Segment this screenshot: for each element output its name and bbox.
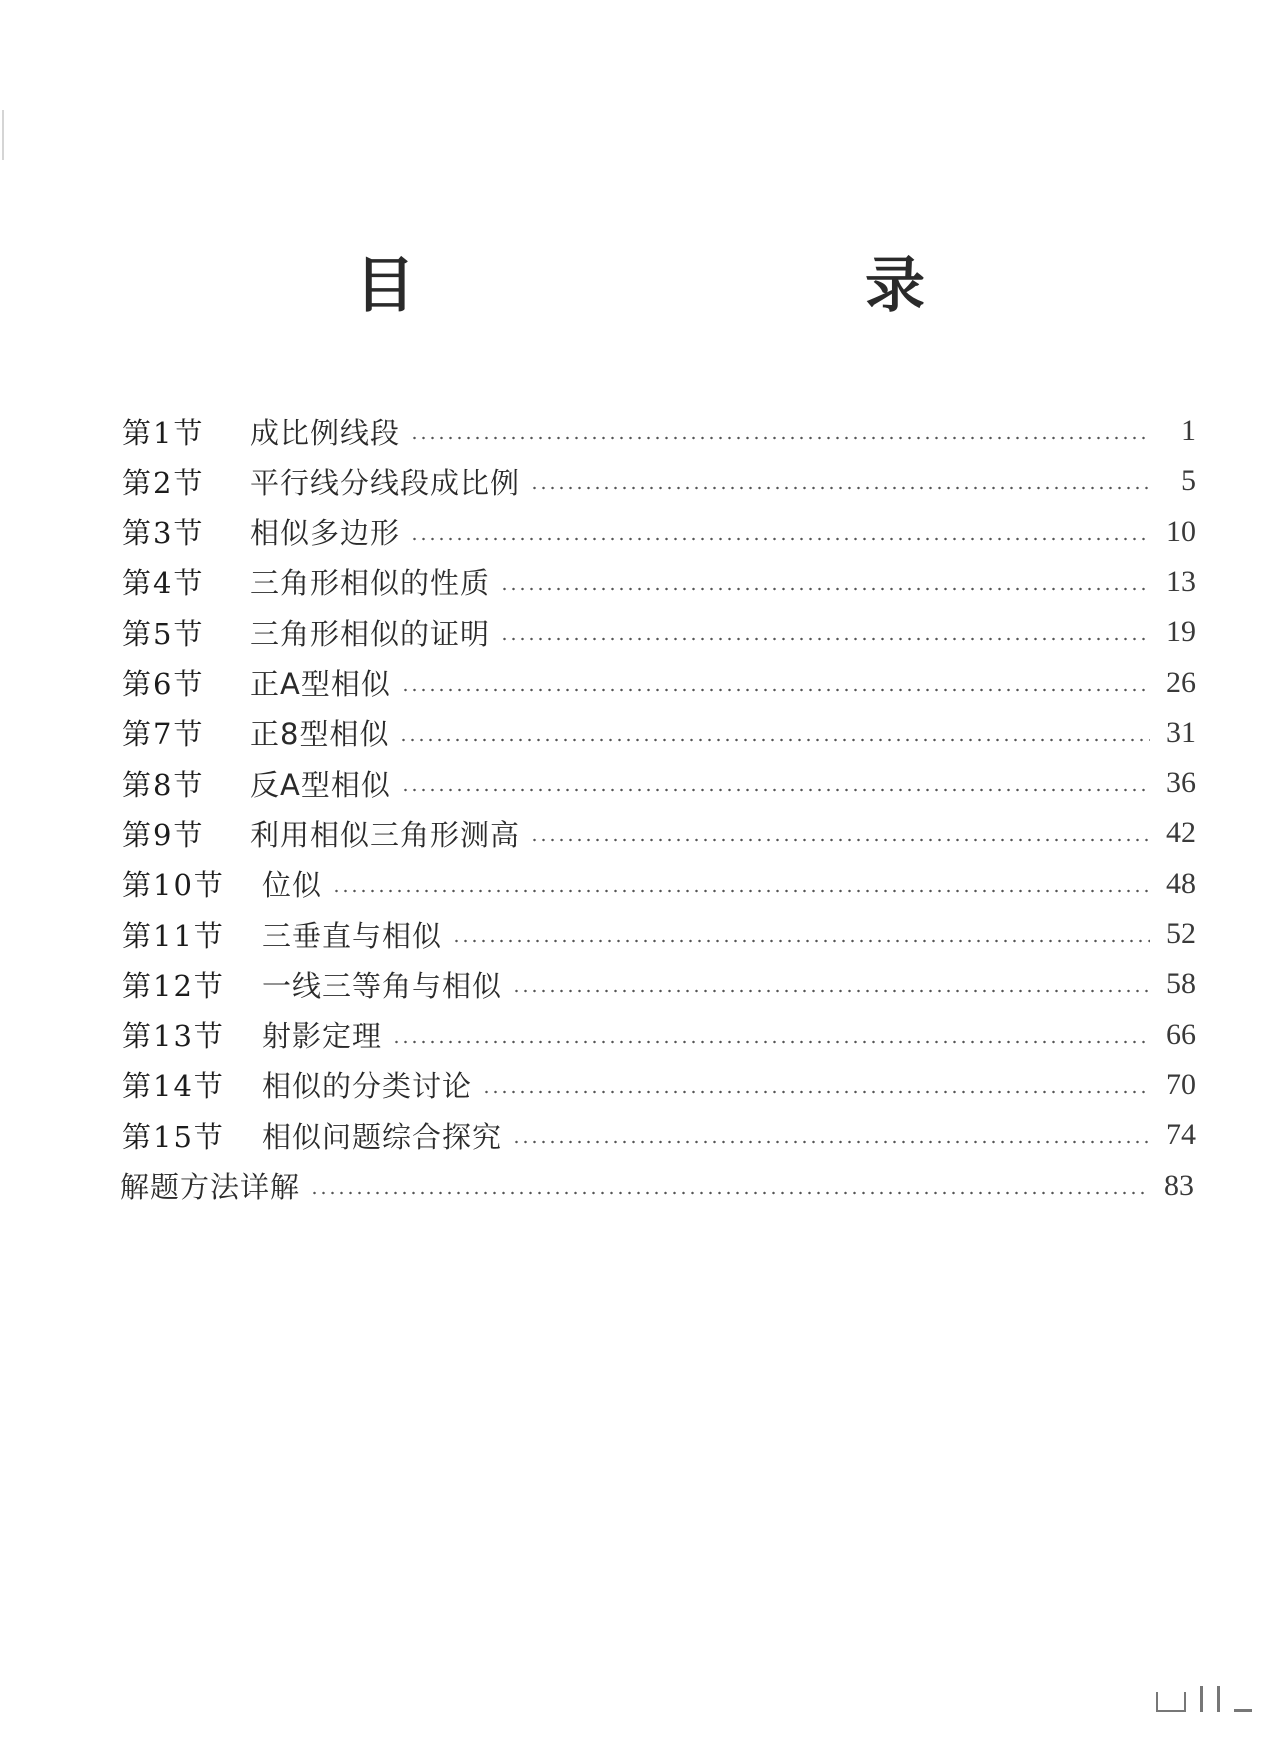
toc-entry[interactable]: [122, 1010, 1196, 1060]
toc-page-number: 70: [1166, 1067, 1196, 1101]
toc-page-number: 36: [1166, 766, 1196, 800]
toc-entry[interactable]: [122, 507, 1196, 557]
toc-entry[interactable]: [122, 557, 1196, 607]
toc-section-title: 相似多边形: [250, 516, 401, 551]
toc-page-number: 13: [1166, 564, 1196, 598]
toc-section-number: 第4节: [122, 566, 205, 601]
toc-section-title: 三角形相似的证明: [250, 616, 491, 651]
toc-page-number: 1: [1181, 414, 1196, 447]
toc-section-number: 第5节: [122, 616, 205, 651]
toc-leader-dots: [530, 838, 1150, 842]
toc-entry[interactable]: [122, 909, 1196, 959]
toc-page-number: 52: [1166, 917, 1196, 950]
toc-entry[interactable]: [122, 758, 1196, 808]
toc-entry[interactable]: [122, 959, 1196, 1009]
toc-section-title: 一线三等角与相似: [262, 968, 503, 1003]
toc-leader-dots: [310, 1191, 1148, 1195]
toc-section-title: 射影定理: [262, 1019, 383, 1054]
toc-section-title: 相似问题综合探究: [262, 1119, 503, 1154]
toc-leader-dots: [500, 587, 1150, 591]
toc-page-number: 31: [1166, 715, 1196, 749]
toc-page-number: 58: [1166, 967, 1196, 1001]
toc-section-title: 三角形相似的性质: [250, 566, 491, 601]
scan-mark: [1200, 1686, 1203, 1712]
toc-entry[interactable]: [122, 607, 1196, 657]
scan-edge-mark: [2, 110, 4, 160]
toc-section-number: 第12节: [122, 968, 225, 1003]
toc-leader-dots: [410, 436, 1150, 440]
scan-corner-marks: [1156, 1686, 1252, 1712]
toc-section-number: 第7节: [122, 717, 205, 752]
toc-page-number: 5: [1181, 464, 1196, 498]
toc-page-number: 66: [1166, 1017, 1196, 1051]
toc-section-title: 反A型相似: [250, 767, 391, 802]
toc-leader-dots: [482, 1090, 1150, 1094]
toc-entry[interactable]: [122, 406, 1196, 456]
toc-leader-dots: [512, 1140, 1150, 1144]
toc-section-number: 第10节: [122, 868, 225, 903]
toc-page-number: 26: [1166, 665, 1196, 699]
toc-page-number: 19: [1166, 615, 1196, 649]
toc-leader-dots: [332, 889, 1150, 893]
toc-section-number: 第14节: [122, 1069, 225, 1104]
toc-section-title: 三垂直与相似: [262, 918, 443, 953]
toc-entry[interactable]: [122, 1110, 1196, 1160]
toc-section-number: 第13节: [122, 1019, 225, 1054]
toc-leader-dots: [512, 989, 1150, 993]
scan-mark: [1217, 1686, 1220, 1712]
toc-page-number: 42: [1166, 816, 1196, 850]
toc-entry[interactable]: [122, 859, 1196, 909]
toc-page-number: 74: [1166, 1118, 1196, 1152]
scan-mark: [1156, 1692, 1186, 1712]
toc-section-title: 成比例线段: [250, 415, 401, 450]
toc-leader-dots: [452, 939, 1150, 943]
toc-section-title: 相似的分类讨论: [262, 1069, 473, 1104]
toc-section-number: 第1节: [122, 415, 205, 450]
toc-section-title: 利用相似三角形测高: [250, 817, 521, 852]
toc-entry[interactable]: [120, 1161, 1194, 1211]
toc-leader-dots: [530, 486, 1150, 490]
toc-entry[interactable]: [122, 708, 1196, 758]
toc-page-number: 48: [1166, 866, 1196, 900]
toc-entry[interactable]: [122, 808, 1196, 858]
toc-entry[interactable]: [122, 1060, 1196, 1110]
toc-entry[interactable]: [122, 658, 1196, 708]
toc-leader-dots: [410, 537, 1150, 541]
toc-section-number: 第8节: [122, 767, 205, 802]
toc-entry[interactable]: [122, 456, 1196, 506]
toc-section-number: 第11节: [122, 918, 225, 953]
toc-section-title: 解题方法详解: [120, 1170, 301, 1204]
toc-section-title: 平行线分线段成比例: [250, 465, 521, 500]
toc-page-number: 83: [1164, 1168, 1194, 1202]
toc-section-title: 正8型相似: [250, 717, 390, 752]
toc-section-number: 第3节: [122, 516, 205, 551]
page-title: 目 录: [355, 251, 1035, 321]
toc-leader-dots: [392, 1040, 1150, 1044]
toc-page-number: 10: [1166, 514, 1196, 548]
toc-leader-dots: [399, 738, 1150, 742]
toc-leader-dots: [401, 788, 1150, 792]
toc-section-number: 第15节: [122, 1119, 225, 1154]
toc-section-number: 第6节: [122, 667, 205, 701]
scan-mark: [1234, 1709, 1252, 1712]
toc-section-number: 第9节: [122, 817, 205, 852]
toc-section-number: 第2节: [122, 465, 205, 500]
toc-section-title: 位似: [262, 868, 323, 903]
toc-section-title: 正A型相似: [250, 667, 391, 701]
toc-leader-dots: [401, 688, 1150, 692]
toc-leader-dots: [500, 637, 1150, 641]
